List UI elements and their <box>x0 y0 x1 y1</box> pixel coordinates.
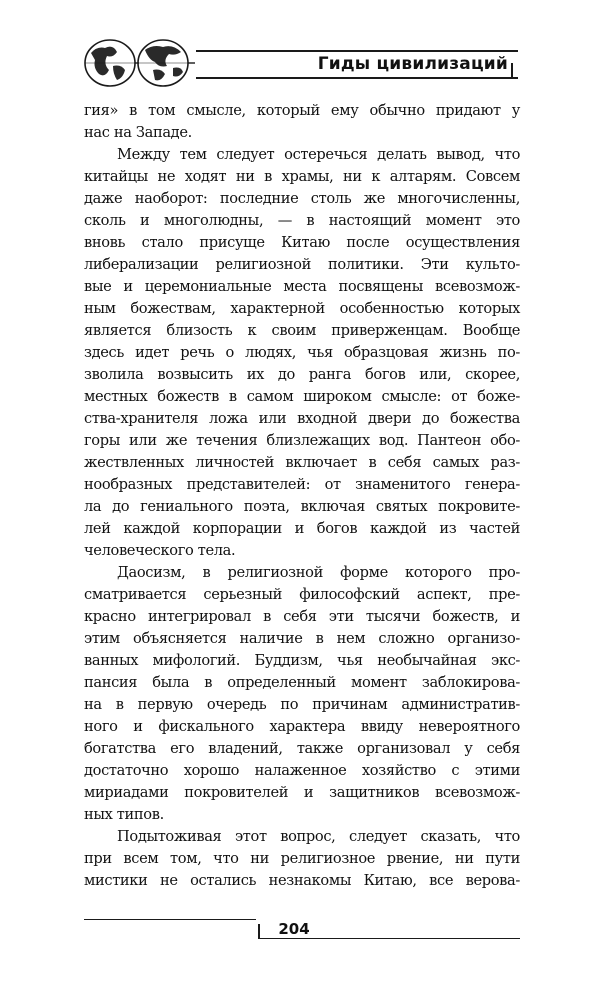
page-number: 204 <box>278 920 310 938</box>
text-line: жествленных личностей включает в себя самых раз- <box>84 454 520 471</box>
text-line: этим объясняется наличие в нем сложно организо- <box>84 630 520 647</box>
text-line: ных типов. <box>84 806 164 823</box>
globe-map-icon <box>83 38 195 88</box>
text-line: вновь стало присуще Китаю после осуществления <box>84 234 520 251</box>
text-line: китайцы не ходят ни в храмы, ни к алтарям. Совсем <box>84 168 520 185</box>
text-line: сколь и многолюдны, — в настоящий момент это <box>84 212 520 229</box>
footer-rule-left <box>84 919 256 920</box>
footer-rule-right <box>330 938 520 939</box>
text-line: ла до гениального поэта, включая святых покровите- <box>84 498 520 515</box>
text-line: либерализации религиозной политики. Эти культо- <box>84 256 520 273</box>
paragraph-first-line: Между тем следует остеречься делать вывод, что <box>117 146 520 163</box>
text-line: богатства его владений, также организовал у себя <box>84 740 520 757</box>
header-rule-tick <box>511 63 513 77</box>
text-line: местных божеств в самом широком смысле: от боже- <box>84 388 520 405</box>
text-line: красно интегрировал в себя эти тысячи божеств, и <box>84 608 520 625</box>
text-line: достаточно хорошо налаженное хозяйство с этими <box>84 762 520 779</box>
text-line: ного и фискального характера ввиду невероятного <box>84 718 520 735</box>
text-line: зволила возвысить их до ранга богов или, скорее, <box>84 366 520 383</box>
text-line: при всем том, что ни религиозное рвение, ни пути <box>84 850 520 867</box>
text-line: мириадами покровителей и защитников всевозмож- <box>84 784 520 801</box>
text-line: даже наоборот: последние столь же многочисленны, <box>84 190 520 207</box>
text-line: лей каждой корпорации и богов каждой из частей <box>84 520 520 537</box>
text-line: пансия была в определенный момент заблокирова- <box>84 674 520 691</box>
text-line: мистики не остались незнакомы Китаю, все верова- <box>84 872 520 889</box>
text-line: ванных мифологий. Буддизм, чья необычайная экс- <box>84 652 520 669</box>
header-rule-bottom <box>196 77 518 79</box>
page-body-text <box>84 100 520 892</box>
text-line: вые и церемониальные места посвящены всевозмож- <box>84 278 520 295</box>
paragraph-first-line: Подытоживая этот вопрос, следует сказать, что <box>117 828 520 845</box>
text-line: горы или же течения близлежащих вод. Пантеон обо- <box>84 432 520 449</box>
running-header <box>0 0 600 90</box>
text-line: здесь идет речь о людях, чья образцовая жизнь по- <box>84 344 520 361</box>
running-title: Гиды цивилизаций <box>317 54 508 74</box>
text-line: ным божествам, характерной особенностью которых <box>84 300 520 317</box>
text-line: человеческого тела. <box>84 542 236 559</box>
text-line: на в первую очередь по причинам административ- <box>84 696 520 713</box>
text-line: сматривается серьезный философский аспект, пре- <box>84 586 520 603</box>
text-line: гия» в том смысле, который ему обычно придают у <box>84 102 520 119</box>
text-line: нас на Западе. <box>84 124 192 141</box>
text-line: ства-хранителя ложа или входной двери до божества <box>84 410 520 427</box>
text-line: нообразных представителей: от знаменитого генера- <box>84 476 520 493</box>
paragraph-first-line: Даосизм, в религиозной форме которого про- <box>117 564 520 581</box>
text-line: является близость к своим приверженцам. Вообще <box>84 322 520 339</box>
